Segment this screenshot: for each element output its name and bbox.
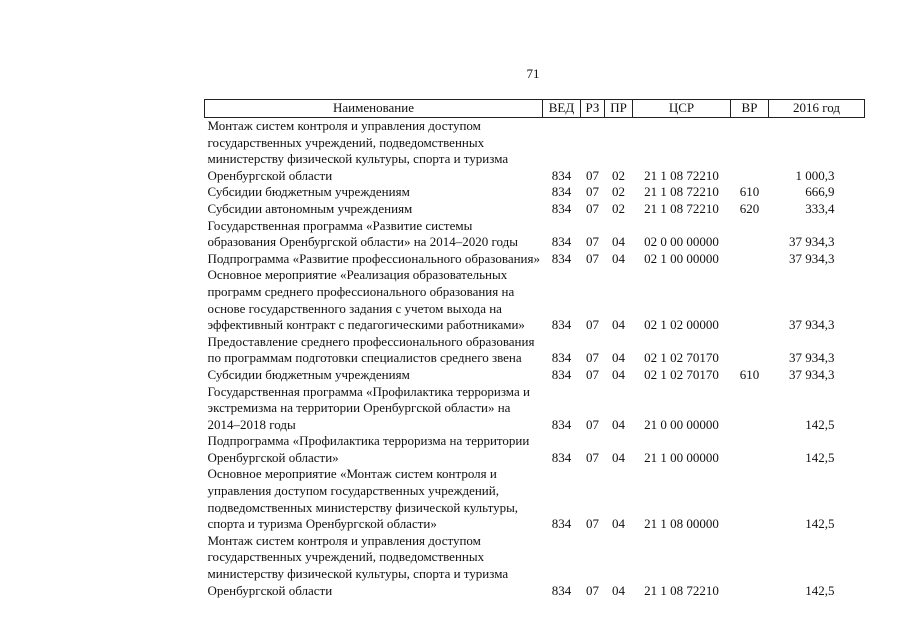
row-rz: 07 [586,582,599,598]
header-year: 2016 год [769,100,865,118]
row-vr: 620 [739,200,760,216]
row-vr [731,251,769,268]
row-pr: 02 [612,184,625,200]
row-csr: 02 1 02 00000 [644,317,719,333]
row-amount: 37 934,3 [789,350,835,366]
table-row [205,533,865,599]
row-csr: 21 0 00 00000 [644,416,719,432]
row-pr: 02 [612,200,625,216]
row-csr: 21 1 08 72210 [644,582,719,598]
row-rz: 07 [586,317,599,333]
row-amount: 37 934,3 [789,366,835,382]
row-pr: 04 [612,582,625,598]
row-rz: 07 [586,184,599,200]
table-row [205,334,865,367]
row-rz: 07 [586,350,599,366]
row-vr [731,218,769,251]
table-row [205,251,865,268]
row-csr: 21 1 08 72210 [644,200,719,216]
row-vr [731,384,769,434]
row-name: Субсидии бюджетным учреждениям [207,184,410,200]
row-csr: 02 1 02 70170 [644,366,719,382]
row-csr: 21 1 08 72210 [644,167,719,183]
table-row [205,384,865,434]
header-csr: ЦСР [633,100,731,118]
row-name: Государственная программа «Развитие системы образования Оренбургской области» на 2014–2020 годы [207,217,518,250]
page-number: 71 [526,66,540,81]
row-vr [731,267,769,333]
row-rz: 07 [586,449,599,465]
row-ved: 834 [551,416,572,432]
row-csr: 21 1 08 72210 [644,184,719,200]
table-row [205,466,865,532]
row-name: Монтаж систем контроля и управления доступом государственных учреждений, подведомственных министерству физической культуры, спорта и туризма Оренбургской области [207,118,509,183]
table-row [205,218,865,251]
row-vr [731,533,769,599]
row-amount: 1 000,3 [795,167,835,183]
row-name: Субсидии бюджетным учреждениям [207,366,410,382]
row-csr: 21 1 08 00000 [644,516,719,532]
row-amount: 333,4 [805,200,835,216]
row-rz: 07 [586,416,599,432]
row-vr [731,118,769,185]
row-csr: 02 1 02 70170 [644,350,719,366]
header-name: Наименование [205,100,543,118]
row-ved: 834 [551,234,572,250]
table-row [205,367,865,384]
row-amount: 37 934,3 [789,250,835,266]
budget-table [204,99,865,599]
table-row [205,201,865,218]
row-rz: 07 [586,200,599,216]
row-amount: 142,5 [805,449,835,465]
header-rz: РЗ [581,100,605,118]
row-vr [731,433,769,466]
header-ved: ВЕД [543,100,581,118]
row-pr: 04 [612,250,625,266]
row-vr [731,466,769,532]
row-ved: 834 [551,582,572,598]
row-ved: 834 [551,317,572,333]
row-ved: 834 [551,350,572,366]
row-amount: 142,5 [805,516,835,532]
row-pr: 04 [612,366,625,382]
row-amount: 142,5 [805,416,835,432]
row-name: Государственная программа «Профилактика терроризма и экстремизма на территории Оренбургской области» на 2014–2018 годы [207,383,530,432]
row-amount: 37 934,3 [789,234,835,250]
row-pr: 04 [612,317,625,333]
table-row [205,184,865,201]
row-rz: 07 [586,366,599,382]
table-row [205,267,865,333]
row-pr: 04 [612,449,625,465]
row-pr: 02 [612,167,625,183]
row-ved: 834 [551,200,572,216]
row-ved: 834 [551,516,572,532]
row-name: Предоставление среднего профессионального образования по программам подготовки специалистов среднего звена [207,333,535,366]
row-pr: 04 [612,350,625,366]
row-rz: 07 [586,234,599,250]
table-row [205,118,865,185]
row-name: Основное мероприятие «Монтаж систем контроля и управления доступом государственных учреждений, подведомственных министерству физической культуры, спорта и туризма Оренбургской области» [207,466,519,532]
row-csr: 02 1 00 00000 [644,250,719,266]
row-ved: 834 [551,366,572,382]
row-pr: 04 [612,516,625,532]
row-name: Подпрограмма «Развитие профессионального образования» [207,250,540,266]
row-rz: 07 [586,516,599,532]
row-vr: 610 [739,184,760,200]
row-name: Подпрограмма «Профилактика терроризма на территории Оренбургской области» [207,433,530,465]
row-ved: 834 [551,449,572,465]
table-header-row [205,100,865,118]
row-pr: 04 [612,234,625,250]
row-vr [731,334,769,367]
table-row [205,433,865,466]
row-csr: 02 0 00 00000 [644,234,719,250]
row-name: Основное мероприятие «Реализация образовательных программ среднего профессионального образования на основе государственного задания с учетом выхода на эффективный контракт с педагогическими работниками» [207,267,525,333]
row-ved: 834 [551,184,572,200]
row-ved: 834 [551,167,572,183]
header-pr: ПР [605,100,633,118]
row-rz: 07 [586,250,599,266]
row-amount: 142,5 [805,582,835,598]
row-amount: 37 934,3 [789,317,835,333]
row-csr: 21 1 00 00000 [644,449,719,465]
row-amount: 666,9 [805,184,835,200]
row-pr: 04 [612,416,625,432]
row-ved: 834 [551,250,572,266]
row-vr: 610 [739,366,760,382]
row-name: Монтаж систем контроля и управления доступом государственных учреждений, подведомственных министерству физической культуры, спорта и туризма Оренбургской области [207,532,509,598]
row-rz: 07 [586,167,599,183]
header-vr: ВР [731,100,769,118]
row-name: Субсидии автономным учреждениям [207,200,413,216]
